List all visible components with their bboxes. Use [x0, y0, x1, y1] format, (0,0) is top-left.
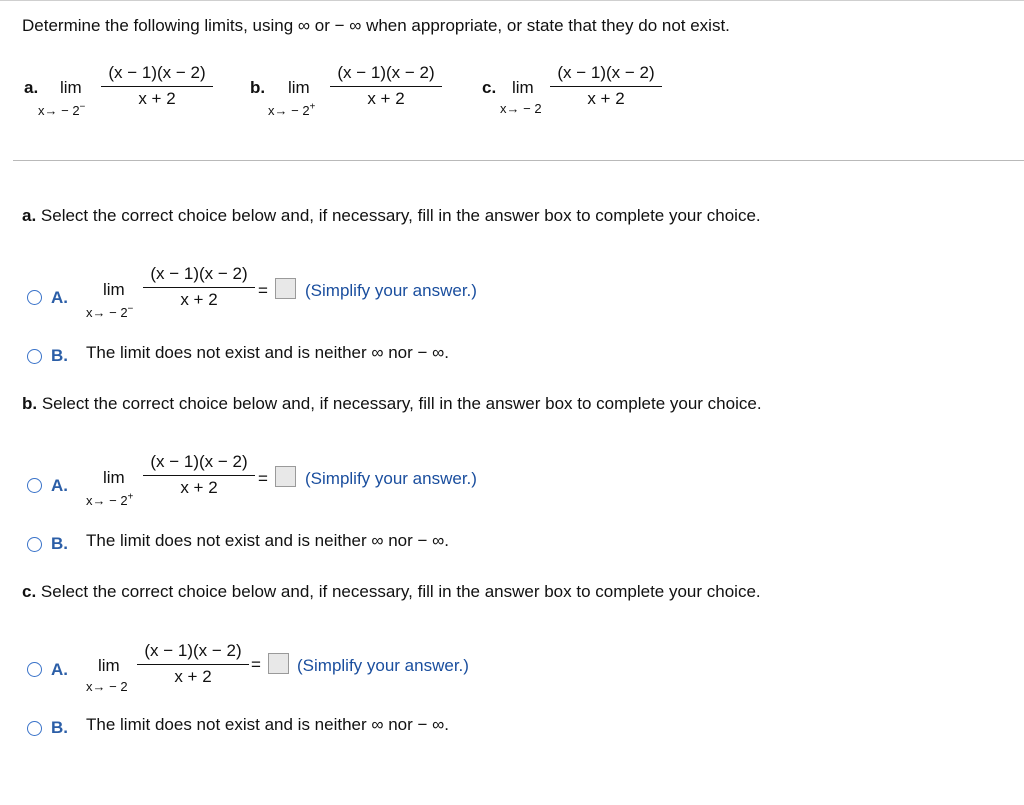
lim-subscript: x→ − 2+ [86, 491, 134, 508]
choice-b-text: The limit does not exist and is neither ∞ nor − ∞. [86, 715, 449, 734]
denominator: x + 2 [367, 89, 405, 108]
lim-subscript: x→ − 2+ [268, 101, 316, 118]
lim-subscript: x→ − 2− [38, 101, 86, 118]
answer-box[interactable] [275, 466, 296, 487]
choice-b-letter: B. [51, 534, 68, 553]
fraction [143, 452, 255, 498]
choice-a-radio[interactable] [27, 478, 42, 493]
numerator: (x − 1)(x − 2) [137, 641, 249, 665]
fraction [330, 63, 442, 109]
lim-subscript: x→ − 2− [86, 303, 134, 320]
answer-box[interactable] [268, 653, 289, 674]
numerator: (x − 1)(x − 2) [330, 63, 442, 87]
denominator: x + 2 [587, 89, 625, 108]
choice-a-letter: A. [51, 476, 68, 495]
denominator: x + 2 [180, 478, 218, 497]
denominator: x + 2 [138, 89, 176, 108]
simplify-hint: (Simplify your answer.) [305, 281, 477, 300]
choice-b-text: The limit does not exist and is neither ∞ nor − ∞. [86, 531, 449, 550]
lim-text: lim [103, 280, 125, 299]
equals-sign: = [251, 655, 261, 674]
choice-b-radio[interactable] [27, 537, 42, 552]
lim-subscript: x→ − 2 [86, 679, 128, 694]
section-instruction: a. Select the correct choice below and, if necessary, fill in the answer box to complete your choice. [22, 206, 761, 225]
lim-text: lim [288, 78, 310, 97]
lim-text: lim [60, 78, 82, 97]
answer-box[interactable] [275, 278, 296, 299]
choice-b-letter: B. [51, 346, 68, 365]
question-prompt: Determine the following limits, using ∞ or − ∞ when appropriate, or state that they do not exist. [22, 16, 730, 35]
denominator: x + 2 [180, 290, 218, 309]
lim-text: lim [103, 468, 125, 487]
simplify-hint: (Simplify your answer.) [305, 469, 477, 488]
section-instruction: c. Select the correct choice below and, if necessary, fill in the answer box to complete your choice. [22, 582, 761, 601]
fraction [137, 641, 249, 687]
lim-text: lim [98, 656, 120, 675]
choice-b-letter: B. [51, 718, 68, 737]
numerator: (x − 1)(x − 2) [550, 63, 662, 87]
lim-text: lim [512, 78, 534, 97]
part-letter: b. [250, 78, 266, 97]
choice-b-radio[interactable] [27, 349, 42, 364]
choice-b-text: The limit does not exist and is neither ∞ nor − ∞. [86, 343, 449, 362]
choice-a-letter: A. [51, 288, 68, 307]
fraction [143, 264, 255, 310]
numerator: (x − 1)(x − 2) [101, 63, 213, 87]
top-border [0, 0, 1024, 1]
section-instruction: b. Select the correct choice below and, if necessary, fill in the answer box to complete your choice. [22, 394, 762, 413]
fraction [101, 63, 213, 109]
section-divider [13, 160, 1024, 161]
lim-subscript: x→ − 2 [500, 101, 542, 116]
part-letter: c. [482, 78, 497, 97]
simplify-hint: (Simplify your answer.) [297, 656, 469, 675]
denominator: x + 2 [174, 667, 212, 686]
numerator: (x − 1)(x − 2) [143, 264, 255, 288]
equals-sign: = [258, 281, 268, 300]
fraction [550, 63, 662, 109]
numerator: (x − 1)(x − 2) [143, 452, 255, 476]
choice-b-radio[interactable] [27, 721, 42, 736]
part-letter: a. [24, 78, 39, 97]
choice-a-radio[interactable] [27, 290, 42, 305]
choice-a-radio[interactable] [27, 662, 42, 677]
choice-a-letter: A. [51, 660, 68, 679]
equals-sign: = [258, 469, 268, 488]
